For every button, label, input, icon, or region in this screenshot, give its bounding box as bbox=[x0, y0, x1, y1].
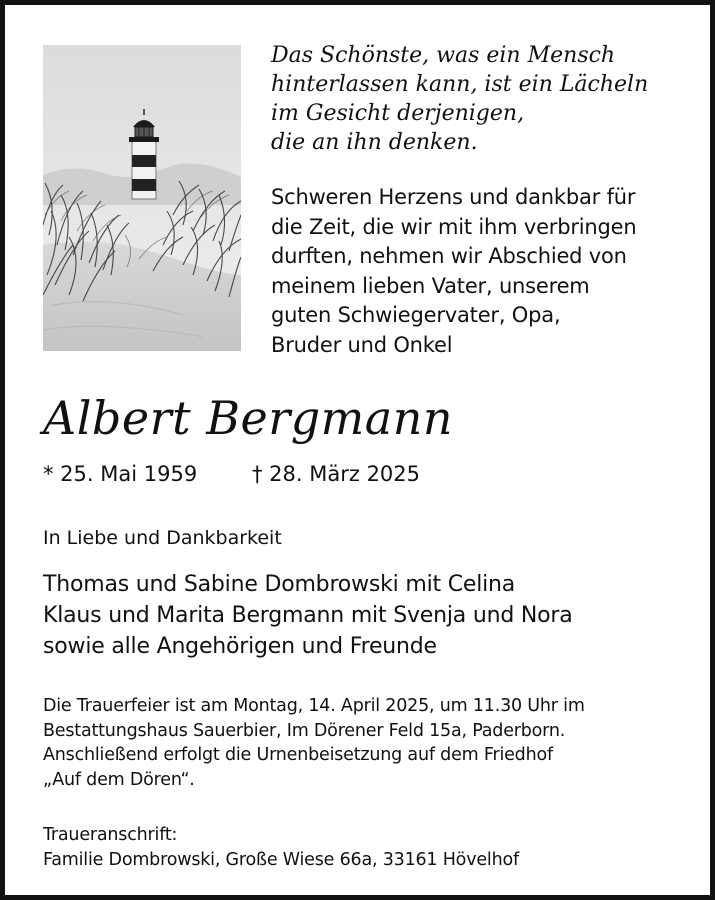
quote-line: Das Schönste, was ein Mensch bbox=[271, 43, 616, 68]
life-dates bbox=[43, 460, 421, 488]
farewell-line: Schweren Herzens und dankbar für bbox=[271, 185, 636, 209]
mourning-address bbox=[43, 823, 519, 872]
farewell-text bbox=[271, 183, 701, 360]
farewell-line: die Zeit, die wir mit ihm verbringen bbox=[271, 214, 637, 239]
address-label: Traueranschrift: bbox=[43, 825, 178, 845]
quote-line: die an ihn denken. bbox=[271, 130, 478, 155]
mourner-line: Klaus und Marita Bergmann mit Svenja und Nora bbox=[43, 603, 573, 628]
farewell-line: Bruder und Onkel bbox=[271, 332, 453, 357]
ceremony-info bbox=[43, 694, 585, 792]
farewell-line: guten Schwiegervater, Opa, bbox=[271, 303, 561, 327]
farewell-line: durften, nehmen wir Abschied von bbox=[271, 244, 627, 268]
memorial-quote bbox=[271, 41, 691, 157]
address-line: Familie Dombrowski, Große Wiese 66a, 33161 Hövelhof bbox=[43, 849, 519, 870]
mourner-line: sowie alle Angehörigen und Freunde bbox=[43, 634, 437, 659]
dedication-line: In Liebe und Dankbarkeit bbox=[43, 527, 282, 549]
mourners-list bbox=[43, 569, 573, 662]
ceremony-line: „Auf dem Dören“. bbox=[43, 769, 195, 790]
death-date: † 28. März 2025 bbox=[252, 462, 421, 486]
quote-line: hinterlassen kann, ist ein Lächeln bbox=[271, 72, 649, 97]
mourner-line: Thomas und Sabine Dombrowski mit Celina bbox=[43, 572, 516, 597]
ceremony-line: Anschließend erfolgt die Urnenbeisetzung auf dem Friedhof bbox=[43, 745, 553, 765]
farewell-line: meinem lieben Vater, unserem bbox=[271, 273, 590, 298]
ceremony-line: Die Trauerfeier ist am Montag, 14. April 2025, um 11.30 Uhr im bbox=[43, 696, 585, 716]
quote-line: im Gesicht derjenigen, bbox=[271, 101, 525, 126]
deceased-name: Albert Bergmann bbox=[43, 391, 453, 445]
birth-date: * 25. Mai 1959 bbox=[43, 462, 198, 486]
lighthouse-photo bbox=[43, 45, 241, 351]
ceremony-line: Bestattungshaus Sauerbier, Im Dörener Feld 15a, Paderborn. bbox=[43, 720, 566, 741]
